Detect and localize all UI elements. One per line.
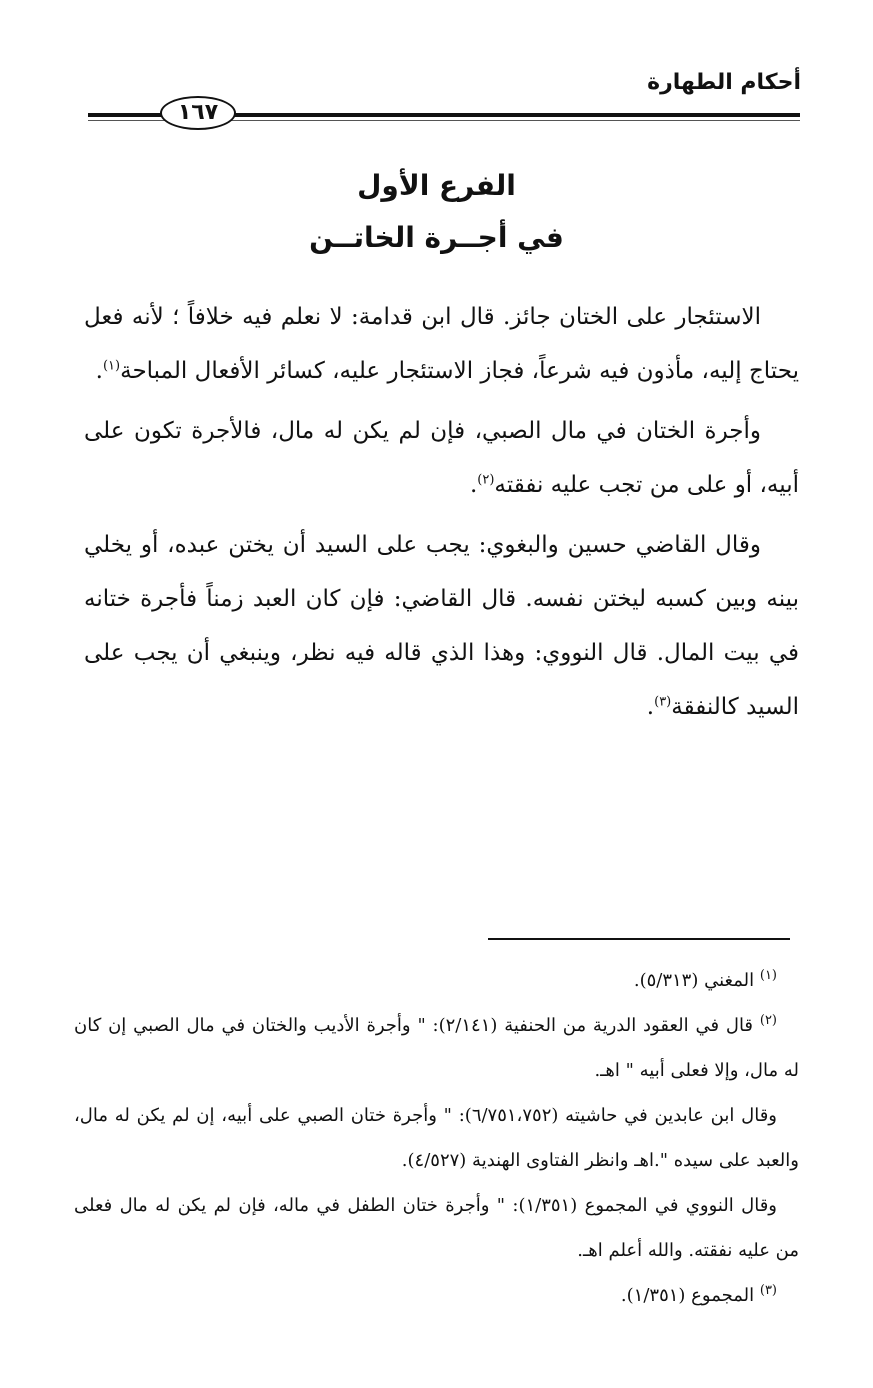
footnotes [74,958,799,1318]
paragraph-end: . [469,472,478,498]
paragraph-text: وقال القاضي حسين والبغوي: يجب على السيد أن يختن عبده، أو يخلي بينه وبين كسبه ليختن نفسه. قال القاضي: فإن كان العبد زمناً فأجرة ختانه في بيت المال. قال النووي: وهذا الذي قاله فيه نظر، وينبغي أن يجب على السيد كالنفقة [84,532,799,720]
footnote-separator [488,938,790,940]
footnote [74,958,799,1003]
paragraph [84,290,799,398]
section-subtitle: في أجــرة الخاتــن [309,221,564,254]
footnote [74,1003,799,1093]
running-header: أحكام الطهارة [647,70,801,95]
footnote-ref: (٣) [654,694,672,710]
paragraph-end: . [646,694,655,720]
footnote-ref: (٢) [477,472,495,488]
paragraph-end: . [95,358,103,384]
footnote-text: المغني (٥/٣١٣). [633,970,755,991]
footnote-text: وقال ابن عابدين في حاشيته (٦/٧٥١،٧٥٢): " وأجرة ختان الصبي على أبيه، إن لم يكن له مال، والعبد على سيده ".اهـ وانظر الفتاوى الهندية (٤/٥٢٧). [74,1105,799,1171]
footnote-ref: (١) [102,358,121,374]
footnote-text: وقال النووي في المجموع (١/٣٥١): " وأجرة ختان الطفل في ماله، فإن لم يكن له مال فعلى من عليه نفقته. والله أعلم اهـ. [74,1195,799,1261]
paragraph [84,404,799,512]
footnote-continuation [74,1183,799,1273]
footnote [74,1273,799,1318]
footnote-continuation [74,1093,799,1183]
footnote-marker: (٣) [759,1283,777,1298]
footnote-text: قال في العقود الدرية من الحنفية (٢/١٤١): " وأجرة الأديب والختان في مال الصبي إن كان له مال، وإلا فعلى أبيه " اهـ. [74,1015,799,1081]
page-number: ١٦٧ [160,96,236,130]
footnote-marker: (١) [759,968,777,983]
body-text [84,290,799,734]
footnote-marker: (٢) [759,1013,777,1028]
section-title: الفرع الأول [357,169,516,202]
paragraph [84,518,799,734]
paragraph-text: وأجرة الختان في مال الصبي، فإن لم يكن له مال، فالأجرة تكون على أبيه، أو على من تجب عليه نفقته [84,418,799,498]
paragraph-text: الاستئجار على الختان جائز. قال ابن قدامة: لا نعلم فيه خلافاً ؛ لأنه فعل يحتاج إليه، مأذون فيه شرعاً، فجاز الاستئجار عليه، كسائر الأفعال المباحة [84,304,799,384]
footnote-text: المجموع (١/٣٥١). [620,1285,755,1306]
section-heading [0,160,873,264]
